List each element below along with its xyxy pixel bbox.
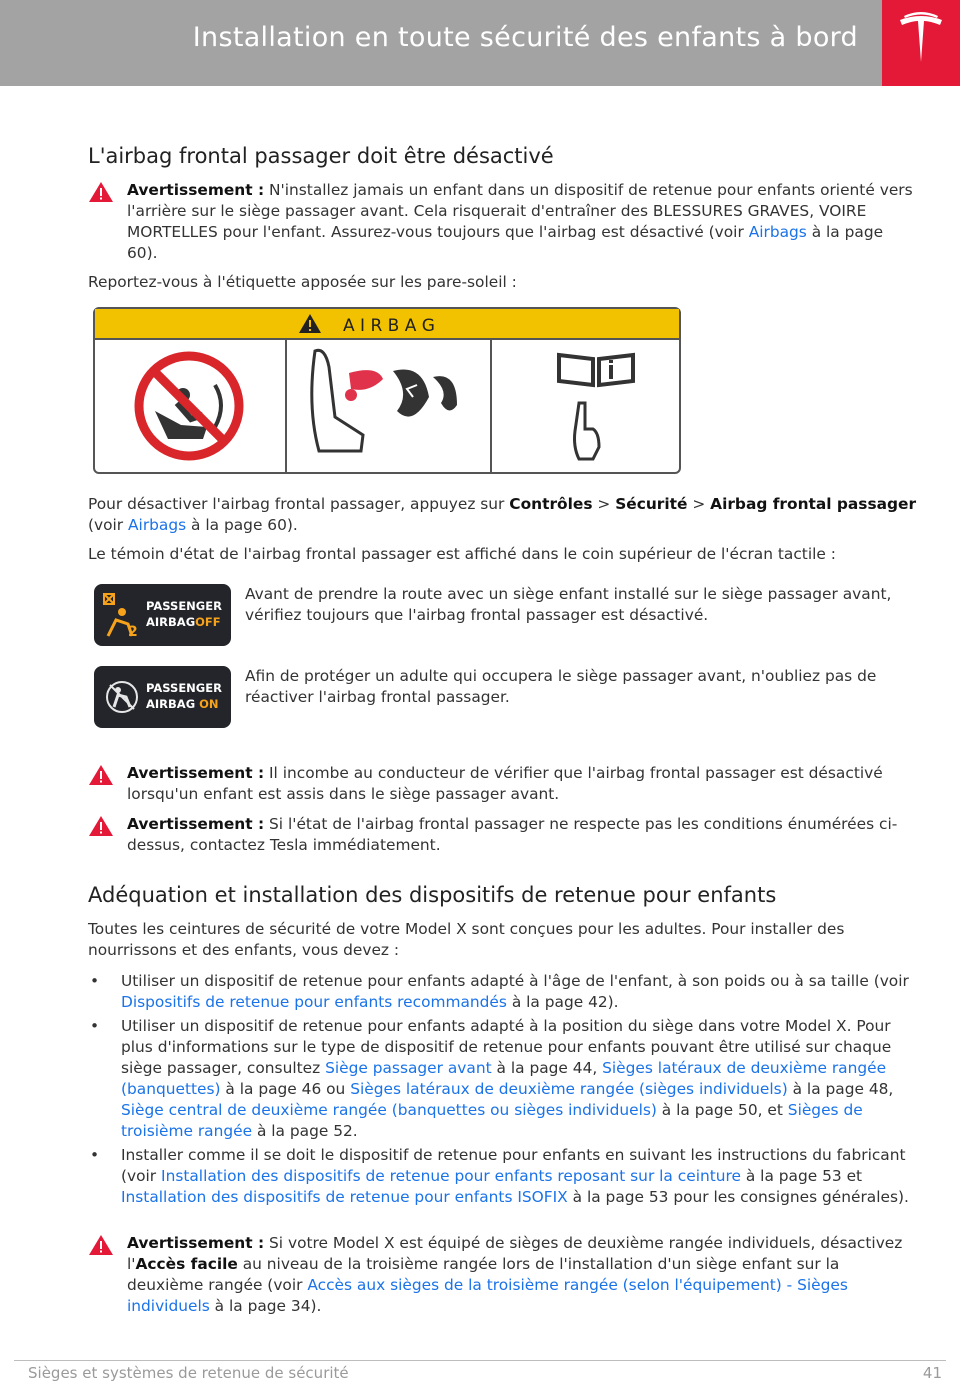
list-item xyxy=(88,1016,918,1142)
warning-label: Avertissement : xyxy=(127,815,265,833)
warning-label: Avertissement : xyxy=(127,181,265,199)
airbag-off-icon xyxy=(102,590,142,640)
deactivate-text xyxy=(88,494,918,536)
svg-text:2: 2 xyxy=(128,624,138,640)
breadcrumb-separator: > xyxy=(592,495,616,513)
airbag-label-text: A I R B A G xyxy=(343,316,435,336)
link-isofix-installation[interactable]: Installation des dispositifs de retenue pour enfants ISOFIX xyxy=(121,1188,568,1206)
link-second-row-bench[interactable]: Sièges latéraux de deuxième rangée (banquettes) xyxy=(121,1059,887,1098)
warning-icon xyxy=(88,181,114,203)
bullet-text: à la page 44, xyxy=(491,1059,603,1077)
link-third-row-seats[interactable]: Sièges de troisième rangée xyxy=(121,1101,863,1140)
page-title: Installation en toute sécurité des enfants à bord xyxy=(192,22,858,53)
link-second-row-individual[interactable]: Sièges latéraux de deuxième rangée (sièges individuels) xyxy=(350,1080,788,1098)
warning-icon xyxy=(88,1234,114,1256)
warning-label: Avertissement : xyxy=(127,1234,265,1252)
bullet-text: à la page 52. xyxy=(252,1122,358,1140)
bullet-text: à la page 48, xyxy=(787,1080,894,1098)
footer-section-title: Sièges et systèmes de retenue de sécurité xyxy=(28,1364,349,1382)
bullet-text: à la page 53 pour les consignes générales). xyxy=(567,1188,909,1206)
warning-icon xyxy=(88,815,114,837)
warning-text: Si votre Model X est équipé de sièges de deuxième rangée individuels, désactivez l' xyxy=(127,1234,903,1273)
bullet-text: Utiliser un dispositif de retenue pour enfants adapté à l'âge de l'enfant, à son poids ou à sa taille (voir xyxy=(121,972,909,990)
tesla-logo-icon xyxy=(882,0,960,86)
warning-text: Si l'état de l'airbag frontal passager ne respecte pas les conditions énumérées ci-dessus, contactez Tesla immédiatement. xyxy=(127,815,898,854)
bullet-text: Installer comme il se doit le dispositif de retenue pour enfants en suivant les instructions du fabricant (voir xyxy=(121,1146,906,1185)
passenger-airbag-off-badge xyxy=(94,584,231,646)
airbag-label-figure xyxy=(93,307,681,474)
easy-entry-term: Accès facile xyxy=(135,1255,238,1273)
footer-divider xyxy=(14,1360,946,1361)
deactivate-prefix: Pour désactiver l'airbag frontal passager, appuyez sur xyxy=(88,495,510,513)
badge-line2: AIRBAG xyxy=(146,697,200,711)
bullet-text: à la page 50, et xyxy=(656,1101,788,1119)
warning-text: à la page 34). xyxy=(209,1297,322,1315)
list-item xyxy=(88,971,918,1013)
nav-airbag-frontal: Airbag frontal passager xyxy=(710,495,917,513)
badge-status: OFF xyxy=(195,615,221,629)
warning-block xyxy=(88,180,918,264)
badge-line1: PASSENGER xyxy=(146,599,222,613)
link-recommended-restraints[interactable]: Dispositifs de retenue pour enfants recommandés xyxy=(121,993,507,1011)
status-on-text: Afin de protéger un adulte qui occupera le siège passager avant, n'oubliez pas de réactiver l'airbag frontal passager. xyxy=(245,667,877,706)
breadcrumb-separator: > xyxy=(687,495,711,513)
badge-line1: PASSENGER xyxy=(146,681,222,695)
warning-text: N'installez jamais un enfant dans un dispositif de retenue pour enfants orienté vers l'arrière sur le siège passager avant. Cela risquerait d'entraîner des BLESSURES GRAVES, VOIRE MORTELLES pour l'enfant. Assurez-vous toujours que l'airbag est désactivé (voir xyxy=(127,181,913,241)
bullet-text: à la page 42). xyxy=(506,993,619,1011)
link-belt-installation[interactable]: Installation des dispositifs de retenue pour enfants reposant sur la ceinture xyxy=(161,1167,741,1185)
warning-text: Il incombe au conducteur de vérifier que l'airbag frontal passager est désactivé lorsqu'un enfant est assis dans le siège passager avant. xyxy=(127,764,883,803)
link-front-passenger-seat[interactable]: Siège passager avant xyxy=(325,1059,492,1077)
link-third-row-access[interactable]: Accès aux sièges de la troisième rangée (selon l'équipement) - Sièges individuels xyxy=(127,1276,848,1315)
badge-line2: AIRBAG xyxy=(146,615,196,629)
section2-intro: Toutes les ceintures de sécurité de votre Model X sont conçues pour les adultes. Pour installer des nourrissons et des enfants, vous devez : xyxy=(88,920,845,959)
warning-text-after: à la page 60). xyxy=(127,223,884,262)
warning-block xyxy=(88,814,918,856)
bullet-list xyxy=(88,971,918,1211)
warning-label: Avertissement : xyxy=(127,764,265,782)
passenger-airbag-on-badge xyxy=(94,666,231,728)
warning-block xyxy=(88,1233,918,1317)
warning-block xyxy=(88,763,918,805)
link-airbags[interactable]: Airbags xyxy=(748,223,807,241)
bullet-text: Utiliser un dispositif de retenue pour enfants adapté à la position du siège dans votre Model X. Pour plus d'informations sur le type de dispositif de retenue pour enfants pouvant être utilisé sur chaque siège passager, consultez xyxy=(121,1017,892,1077)
nav-security: Sécurité xyxy=(615,495,688,513)
status-off-text: Avant de prendre la route avec un siège enfant installé sur le siège passager avant, vérifiez toujours que l'airbag frontal passager est désactivé. xyxy=(245,585,892,624)
page-header xyxy=(0,0,960,86)
bullet-marker: • xyxy=(90,1017,100,1035)
list-item xyxy=(88,1145,918,1208)
refer-text: Reportez-vous à l'étiquette apposée sur les pare-soleil : xyxy=(88,273,517,291)
link-second-row-center[interactable]: Siège central de deuxième rangée (banquettes ou sièges individuels) xyxy=(121,1101,657,1119)
bullet-marker: • xyxy=(90,972,100,990)
bullet-text: à la page 53 et xyxy=(740,1167,863,1185)
status-intro: Le témoin d'état de l'airbag frontal passager est affiché dans le coin supérieur de l'écran tactile : xyxy=(88,545,836,563)
section-heading-restraints: Adéquation et installation des dispositifs de retenue pour enfants xyxy=(88,883,777,907)
bullet-text: à la page 46 ou xyxy=(220,1080,351,1098)
warning-icon xyxy=(88,764,114,786)
deactivate-after: à la page 60). xyxy=(186,516,298,534)
warning-text: au niveau de la troisième rangée lors de l'installation d'un siège enfant sur la deuxième rangée (voir xyxy=(127,1255,840,1294)
airbag-on-icon xyxy=(104,679,140,715)
deactivate-mid: (voir xyxy=(88,516,129,534)
link-airbags[interactable]: Airbags xyxy=(128,516,187,534)
page-number: 41 xyxy=(922,1364,942,1382)
bullet-marker: • xyxy=(90,1146,100,1164)
section-heading-airbag: L'airbag frontal passager doit être désactivé xyxy=(88,144,554,168)
badge-status: ON xyxy=(199,697,219,711)
nav-controls: Contrôles xyxy=(509,495,593,513)
